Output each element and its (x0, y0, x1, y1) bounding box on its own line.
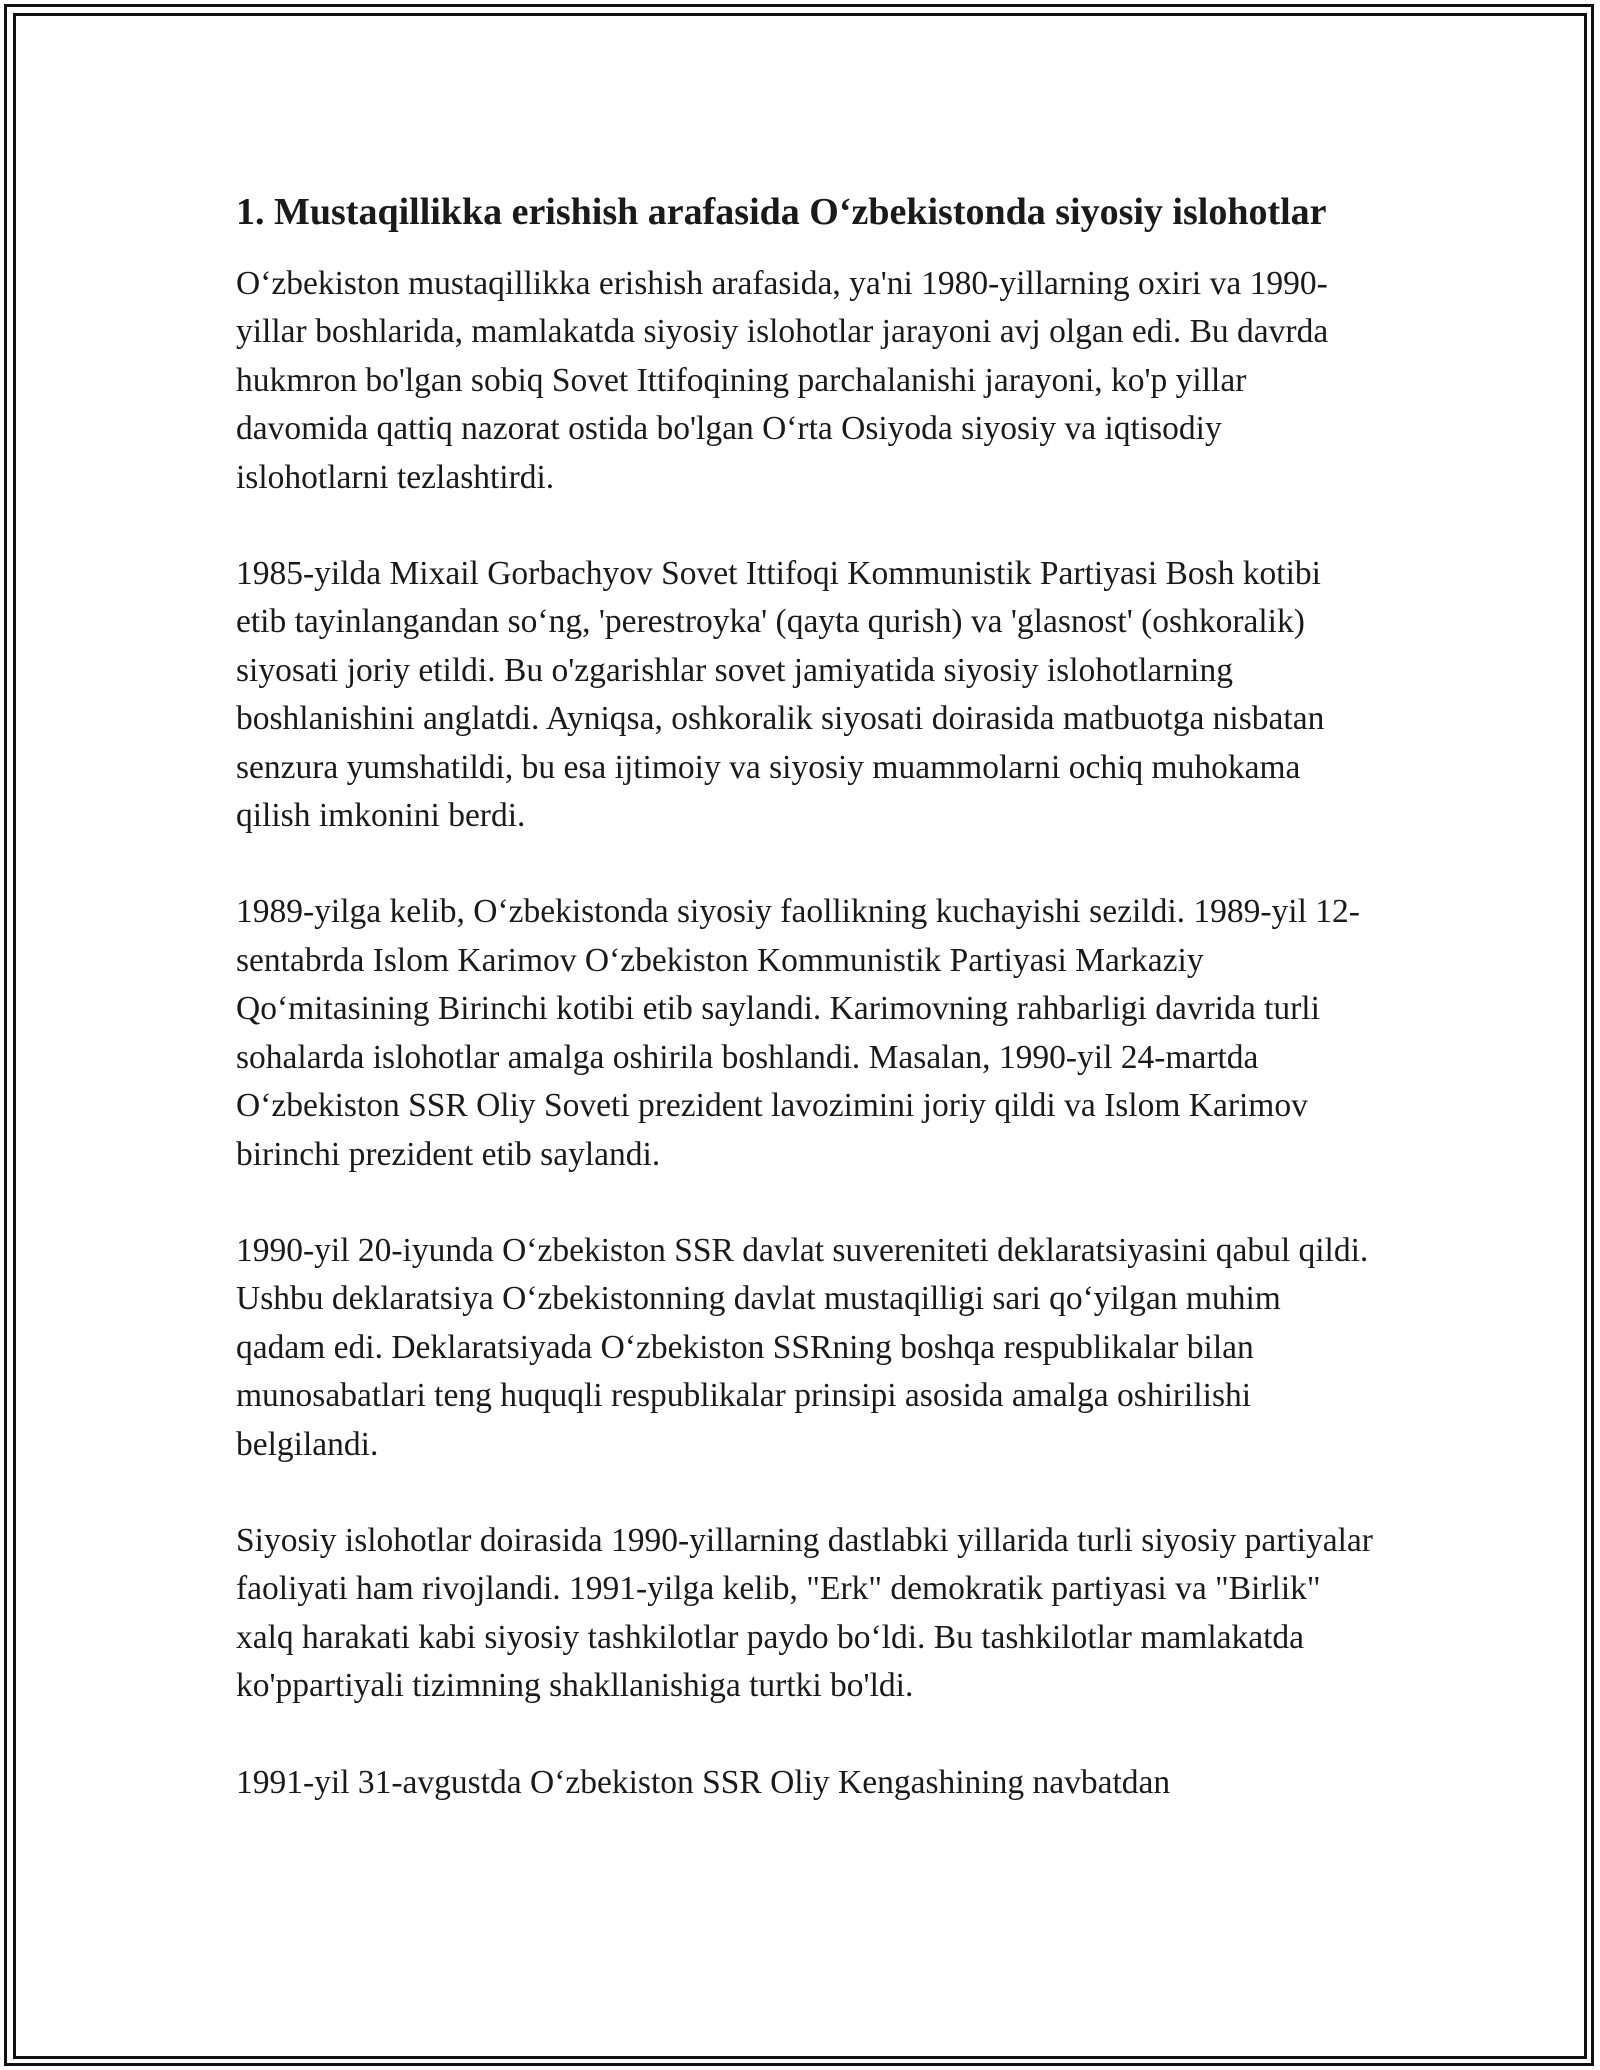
paragraph-6: 1991-yil 31-avgustda O‘zbekiston SSR Oliy Kengashining navbatdan (236, 1763, 1171, 1801)
document-body (236, 184, 1376, 1855)
paragraph-4: 1990-yil 20-iyunda O‘zbekiston SSR davlat suvereniteti deklaratsiyasini qabul qildi. Ushbu deklaratsiya O‘zbekistonning davlat mustaqilligi sari qo‘yilgan muhim qadam edi. Deklaratsiyada O‘zbekiston SSRning boshqa respublikalar bilan munosabatlari teng huquqli respublikalar prinsipi asosida amalga oshirilishi belgilandi. (236, 1231, 1369, 1463)
paragraph-2: 1985-yilda Mixail Gorbachyov Sovet Ittifoqi Kommunistik Partiyasi Bosh kotibi etib tayinlangandan so‘ng, 'perestroyka' (qayta qurish) va 'glasnost' (oshkoralik) siyosati joriy etildi. Bu o'zgarishlar sovet jamiyatida siyosiy islohotlarning boshlanishini anglatdi. Ayniqsa, oshkoralik siyosati doirasida matbuotga nisbatan senzura yumshatildi, bu esa ijtimoiy va siyosiy muammolarni ochiq muhokama qilish imkonini berdi. (236, 555, 1325, 835)
section-heading: 1. Mustaqillikka erishish arafasida O‘zbekistonda siyosiy islohotlar (236, 191, 1327, 233)
paragraph-1: O‘zbekiston mustaqillikka erishish arafasida, ya'ni 1980-yillarning oxiri va 1990-yillar boshlarida, mamlakatda siyosiy islohotlar jarayoni avj olgan edi. Bu davrda hukmron bo'lgan sobiq Sovet Ittifoqining parchalanishi jarayoni, ko'p yillar davomida qattiq nazorat ostida bo'lgan O‘rta Osiyoda siyosiy va iqtisodiy islohotlarni tezlashtirdi. (236, 265, 1329, 496)
paragraph-5: Siyosiy islohotlar doirasida 1990-yillarning dastlabki yillarida turli siyosiy partiyalar faoliyati ham rivojlandi. 1991-yilga kelib, "Erk" demokratik partiyasi va "Birlik" xalq harakati kabi siyosiy tashkilotlar paydo bo‘ldi. Bu tashkilotlar mamlakatda ko'ppartiyali tizimning shakllanishiga turtki bo'ldi. (236, 1521, 1373, 1705)
paragraph-3: 1989-yilga kelib, O‘zbekistonda siyosiy faollikning kuchayishi sezildi. 1989-yil 12-sentabrda Islom Karimov O‘zbekiston Kommunistik Partiyasi Markaziy Qo‘mitasining Birinchi kotibi etib saylandi. Karimovning rahbarligi davrida turli sohalarda islohotlar amalga oshirila boshlandi. Masalan, 1990-yil 24-martda O‘zbekiston SSR Oliy Soveti prezident lavozimini joriy qildi va Islom Karimov birinchi prezident etib saylandi. (236, 893, 1360, 1173)
